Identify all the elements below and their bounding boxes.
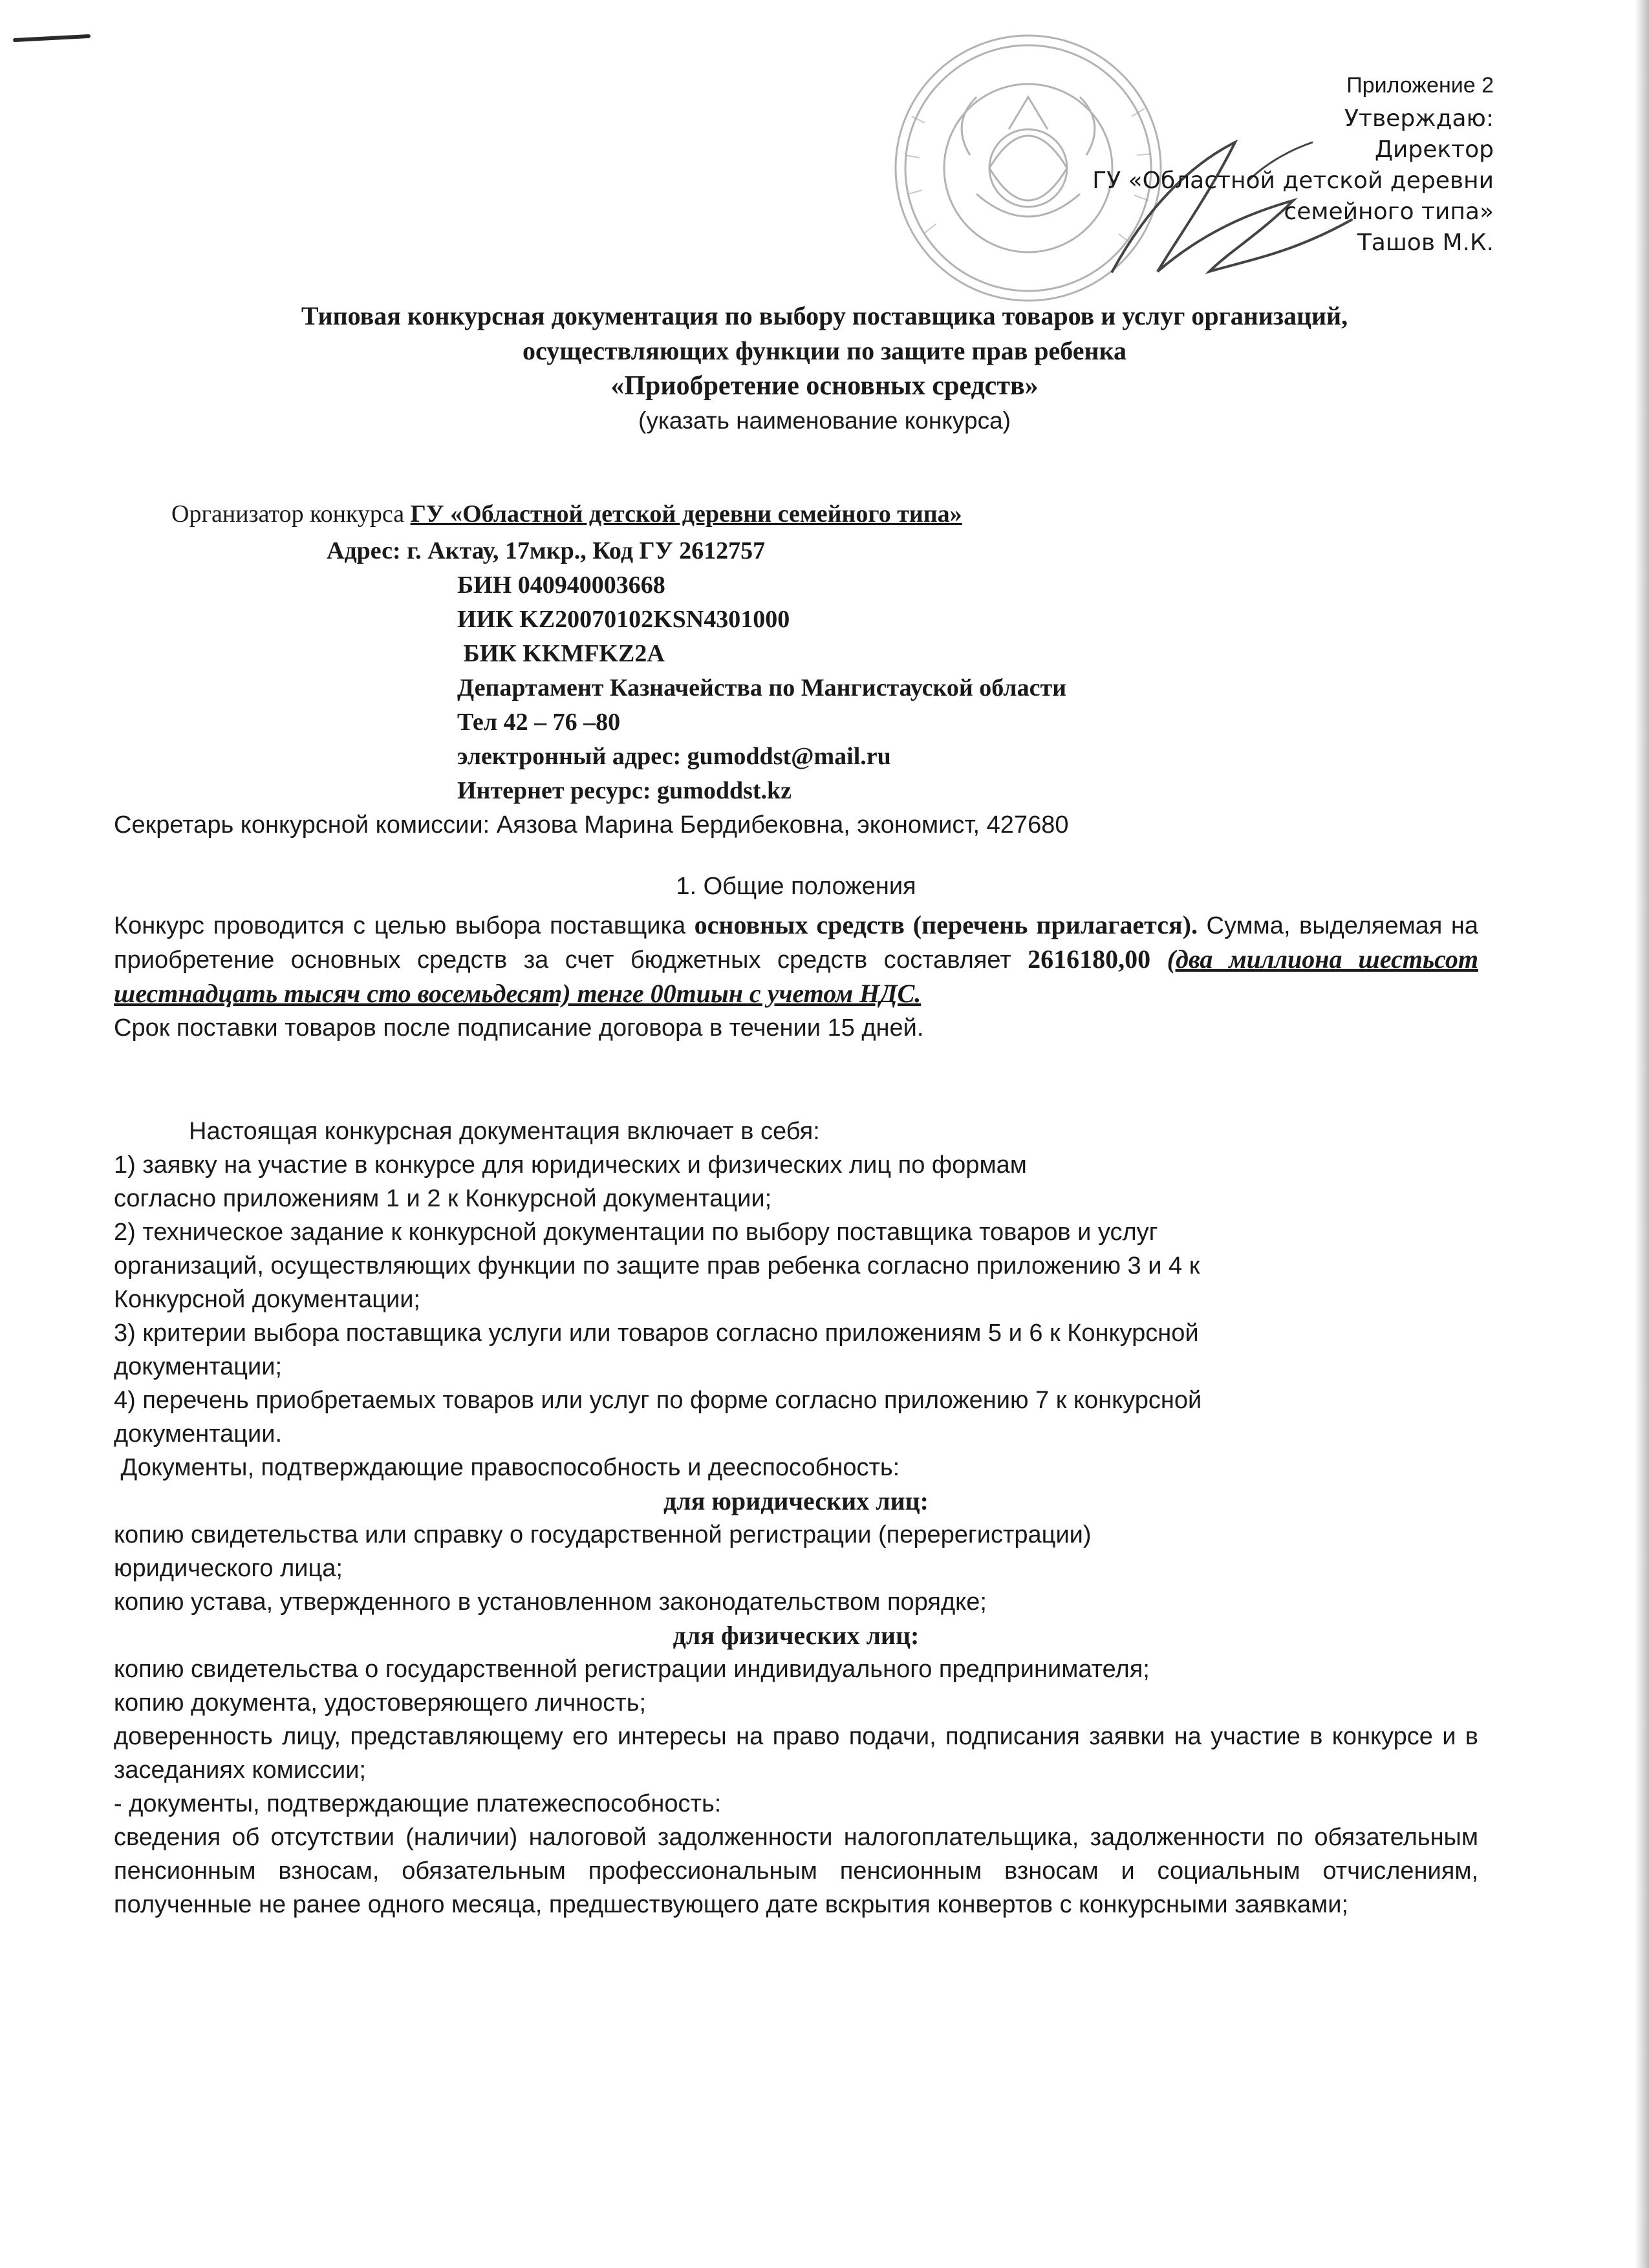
general-amount: 2616180,00 <box>1028 945 1151 974</box>
contest-name-hint: (указать наименование конкурса) <box>638 407 1011 434</box>
solvency-intro: - документы, подтверждающие платежеспособность: <box>114 1790 722 1817</box>
general-amount-words: (два миллиона шестьсот шестнадцать тысяч сто восемьдесят) тенге 00тиын с учетом НДС. <box>114 945 1479 1008</box>
approval-block <box>1092 70 1494 259</box>
document-body <box>114 870 1478 1921</box>
organizer-line <box>171 498 962 530</box>
includes-item: документации. <box>114 1420 283 1448</box>
includes-item: организаций, осуществляющих функции по защите прав ребенка согласно приложению 3 и 4 к <box>114 1252 1200 1279</box>
includes-item: Конкурсной документации; <box>114 1286 420 1313</box>
proxy-paragraph: доверенность лицу, представляющему его интересы на право подачи, подписания заявки на участие в конкурсе и в заседаниях комиссии; <box>114 1723 1478 1784</box>
delivery-term: Срок поставки товаров после подписание договора в течении 15 дней. <box>114 1014 924 1042</box>
legal-entities-heading: для юридических лиц: <box>663 1486 929 1515</box>
page-edge-shadow <box>1635 0 1649 2268</box>
documents-intro: Документы, подтверждающие правоспособность и дееспособность: <box>114 1454 900 1481</box>
includes-item: 3) критерии выбора поставщика услуги или товаров согласно приложениям 5 и 6 к Конкурсной <box>114 1320 1199 1347</box>
legal-doc-item: юридического лица; <box>114 1555 343 1582</box>
scan-mark <box>13 34 91 42</box>
section-heading-general: 1. Общие положения <box>676 873 916 900</box>
solvency-paragraph: сведения об отсутствии (наличии) налоговой задолженности налогоплательщика, задолженности по обязательным пенсионным взносам, обязательным профессиональным пенсионным взносам и социальным отчислениям, полученные не ранее одного месяца, предшествующего дате вскрытия конвертов с конкурсными заявками; <box>114 1824 1478 1918</box>
includes-item: 2) техническое задание к конкурсной документации по выбору поставщика товаров и услуг <box>114 1219 1158 1246</box>
approver-name: Ташов М.К. <box>1357 230 1494 256</box>
spacer <box>114 1045 1478 1115</box>
approver-org-line2: семейного типа» <box>1284 198 1494 225</box>
document-title <box>116 299 1533 438</box>
general-text-c: Сумма, выделяемая на приобретение основных средств за счет бюджетных средств составляет <box>114 912 1478 974</box>
organizer-details <box>327 534 1066 808</box>
organizer-name: ГУ «Областной детской деревни семейного типа» <box>410 500 962 528</box>
general-text-e <box>1150 947 1167 974</box>
organizer-email: электронный адрес: gumoddst@mail.ru <box>457 743 891 770</box>
approve-label: Утверждаю: <box>1344 105 1494 132</box>
approver-position: Директор <box>1374 136 1494 163</box>
general-paragraph <box>114 908 1478 1011</box>
includes-item: 1) заявку на участие в конкурсе для юридических и физических лиц по формам <box>114 1151 1027 1179</box>
includes-item: согласно приложениям 1 и 2 к Конкурсной документации; <box>114 1185 772 1212</box>
organizer-label: Организатор конкурса <box>171 500 405 528</box>
title-line-1: Типовая конкурсная документация по выбору поставщика товаров и услуг организаций, <box>301 301 1348 330</box>
general-text-a: Конкурс проводится с целью выбора поставщика <box>114 912 695 939</box>
includes-item: документации; <box>114 1353 283 1380</box>
title-line-2: осуществляющих функции по защите прав ребенка <box>522 336 1127 365</box>
individual-doc-item: копию документа, удостоверяющего личность; <box>114 1689 647 1717</box>
commission-secretary: Секретарь конкурсной комиссии: Аязова Марина Бердибековна, экономист, 427680 <box>114 811 1069 839</box>
approver-org-line1: ГУ «Областной детской деревни <box>1092 167 1494 194</box>
contest-name: «Приобретение основных средств» <box>610 371 1039 401</box>
organizer-bin: БИН 040940003668 <box>457 572 665 599</box>
legal-doc-item: копию свидетельства или справку о государственной регистрации (перерегистрации) <box>114 1521 1092 1548</box>
individuals-heading: для физических лиц: <box>673 1621 920 1650</box>
organizer-phone: Тел 42 – 76 –80 <box>457 709 621 736</box>
general-text-b: основных средств (перечень прилагается). <box>694 910 1198 939</box>
appendix-label: Приложение 2 <box>1346 73 1494 98</box>
individual-doc-item: копию свидетельства о государственной регистрации индивидуального предпринимателя; <box>114 1656 1150 1683</box>
organizer-iik: ИИК KZ20070102KSN4301000 <box>457 606 790 633</box>
organizer-department: Департамент Казначейства по Мангистауской области <box>457 674 1067 701</box>
organizer-address: Адрес: г. Актау, 17мкр., Код ГУ 2612757 <box>327 537 766 564</box>
organizer-bik: БИК KKMFKZ2A <box>457 640 665 667</box>
organizer-website: Интернет ресурс: gumoddst.kz <box>457 777 792 804</box>
includes-intro: Настоящая конкурсная документация включает в себя: <box>189 1118 820 1145</box>
includes-item: 4) перечень приобретаемых товаров или услуг по форме согласно приложению 7 к конкурсной <box>114 1387 1202 1414</box>
legal-doc-item: копию устава, утвержденного в установленном законодательством порядке; <box>114 1589 987 1616</box>
